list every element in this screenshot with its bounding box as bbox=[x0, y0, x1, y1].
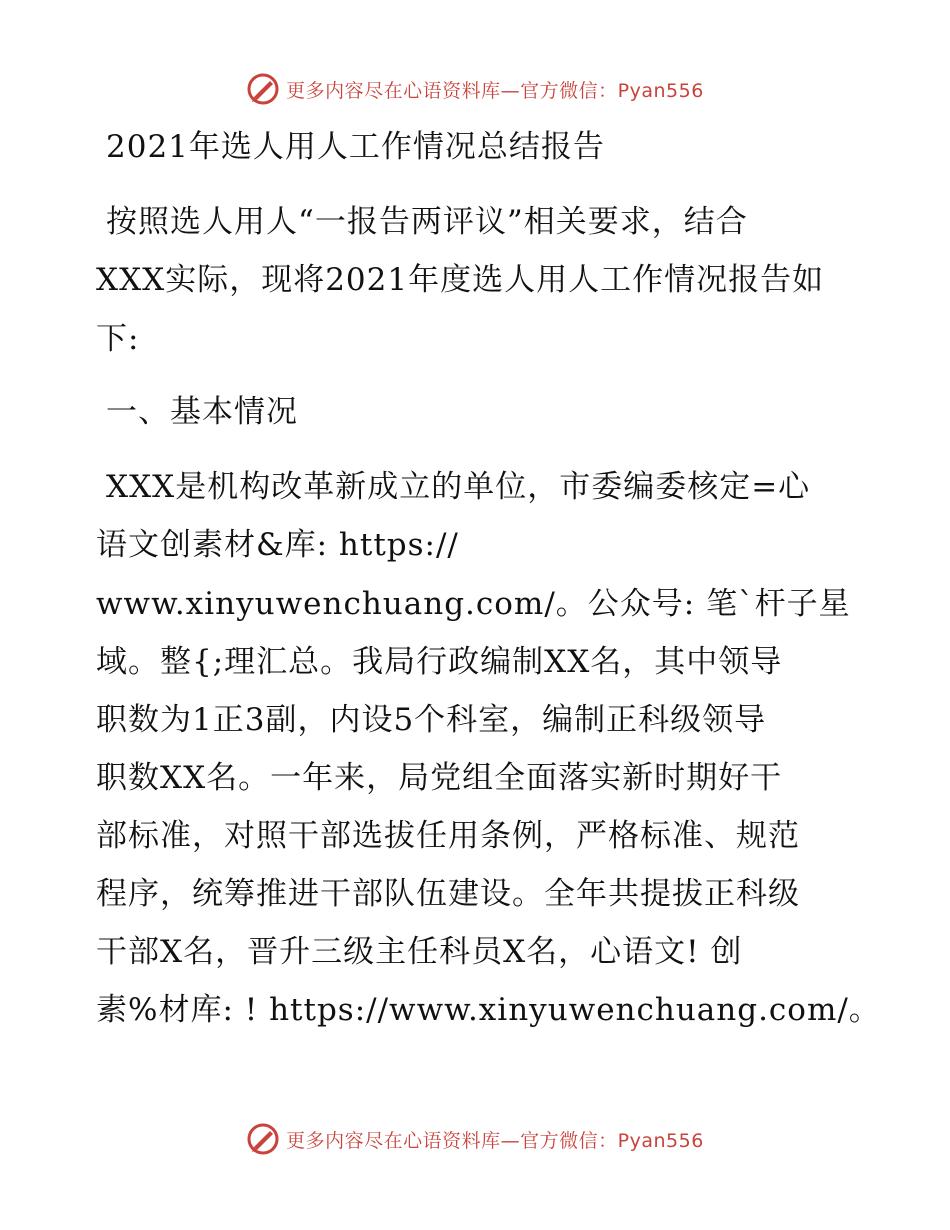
document-title: 2021年选人用人工作情况总结报告 bbox=[106, 129, 605, 165]
body-line: 职数为1正3副，内设5个科室，编制正科级领导 bbox=[96, 702, 767, 738]
pen-logo-icon bbox=[246, 1122, 280, 1156]
intro-line: 按照选人用人“一报告两评议”相关要求，结合 bbox=[106, 204, 748, 240]
body-line: 部标准，对照干部选拔任用条例，严格标准、规范 bbox=[96, 818, 800, 854]
body-line: www.xinyuwenchuang.com/。公众号: 笔`杆子星 bbox=[96, 586, 851, 622]
body-line: 素%材库: ! https://www.xinyuwenchuang.com/。 bbox=[96, 992, 881, 1028]
body-line: 程序，统筹推进干部队伍建设。全年共提拔正科级 bbox=[96, 876, 800, 912]
intro-line: XXX实际，现将2021年度选人用人工作情况报告如 bbox=[96, 262, 825, 298]
footer-banner-text: 更多内容尽在心语资料库—官方微信：Pyan556 bbox=[286, 1129, 704, 1152]
footer-banner bbox=[0, 1122, 950, 1156]
body-line: XXX是机构改革新成立的单位，市委编委核定=心 bbox=[106, 469, 811, 505]
section-heading: 一、基本情况 bbox=[106, 394, 298, 430]
intro-line: 下: bbox=[96, 321, 140, 357]
body-line: 干部X名，晋升三级主任科员X名，心语文! 创 bbox=[96, 934, 743, 970]
body-line: 职数XX名。一年来，局党组全面落实新时期好干 bbox=[96, 760, 783, 796]
header-banner-text: 更多内容尽在心语资料库—官方微信：Pyan556 bbox=[286, 79, 704, 102]
body-line: 域。整{;理汇总。我局行政编制XX名，其中领导 bbox=[96, 644, 783, 680]
body-line: 语文创素材&库: https:// bbox=[96, 527, 459, 563]
